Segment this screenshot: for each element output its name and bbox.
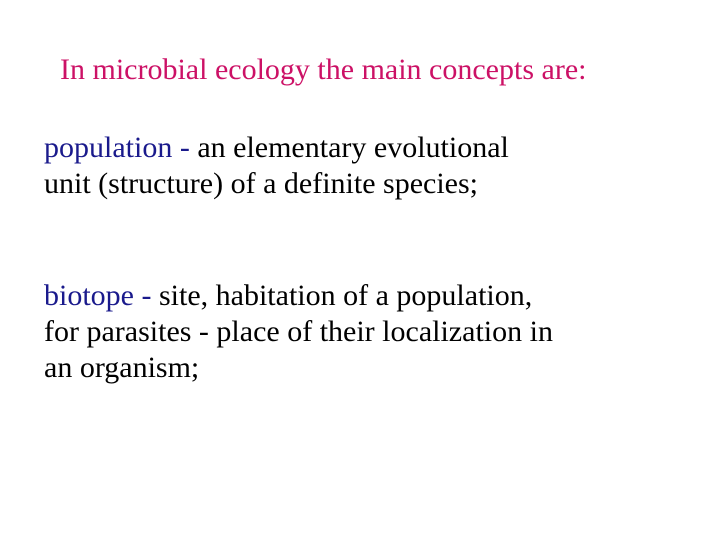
definition-line: unit (structure) of a definite species; [44,167,479,200]
definition-line: for parasites - place of their localization in [44,315,553,348]
definition-line [44,278,684,314]
definition-line: an organism; [44,351,200,384]
term-biotope: biotope - [44,279,159,312]
slide-title: In microbial ecology the main concepts are: [60,53,587,86]
definition-line [44,130,684,166]
definition-population [44,130,684,202]
definition-biotope [44,278,684,386]
term-population: population - [44,131,198,164]
definition-text: site, habitation of a population, [158,279,533,312]
definition-text: an elementary evolutional [197,131,509,164]
